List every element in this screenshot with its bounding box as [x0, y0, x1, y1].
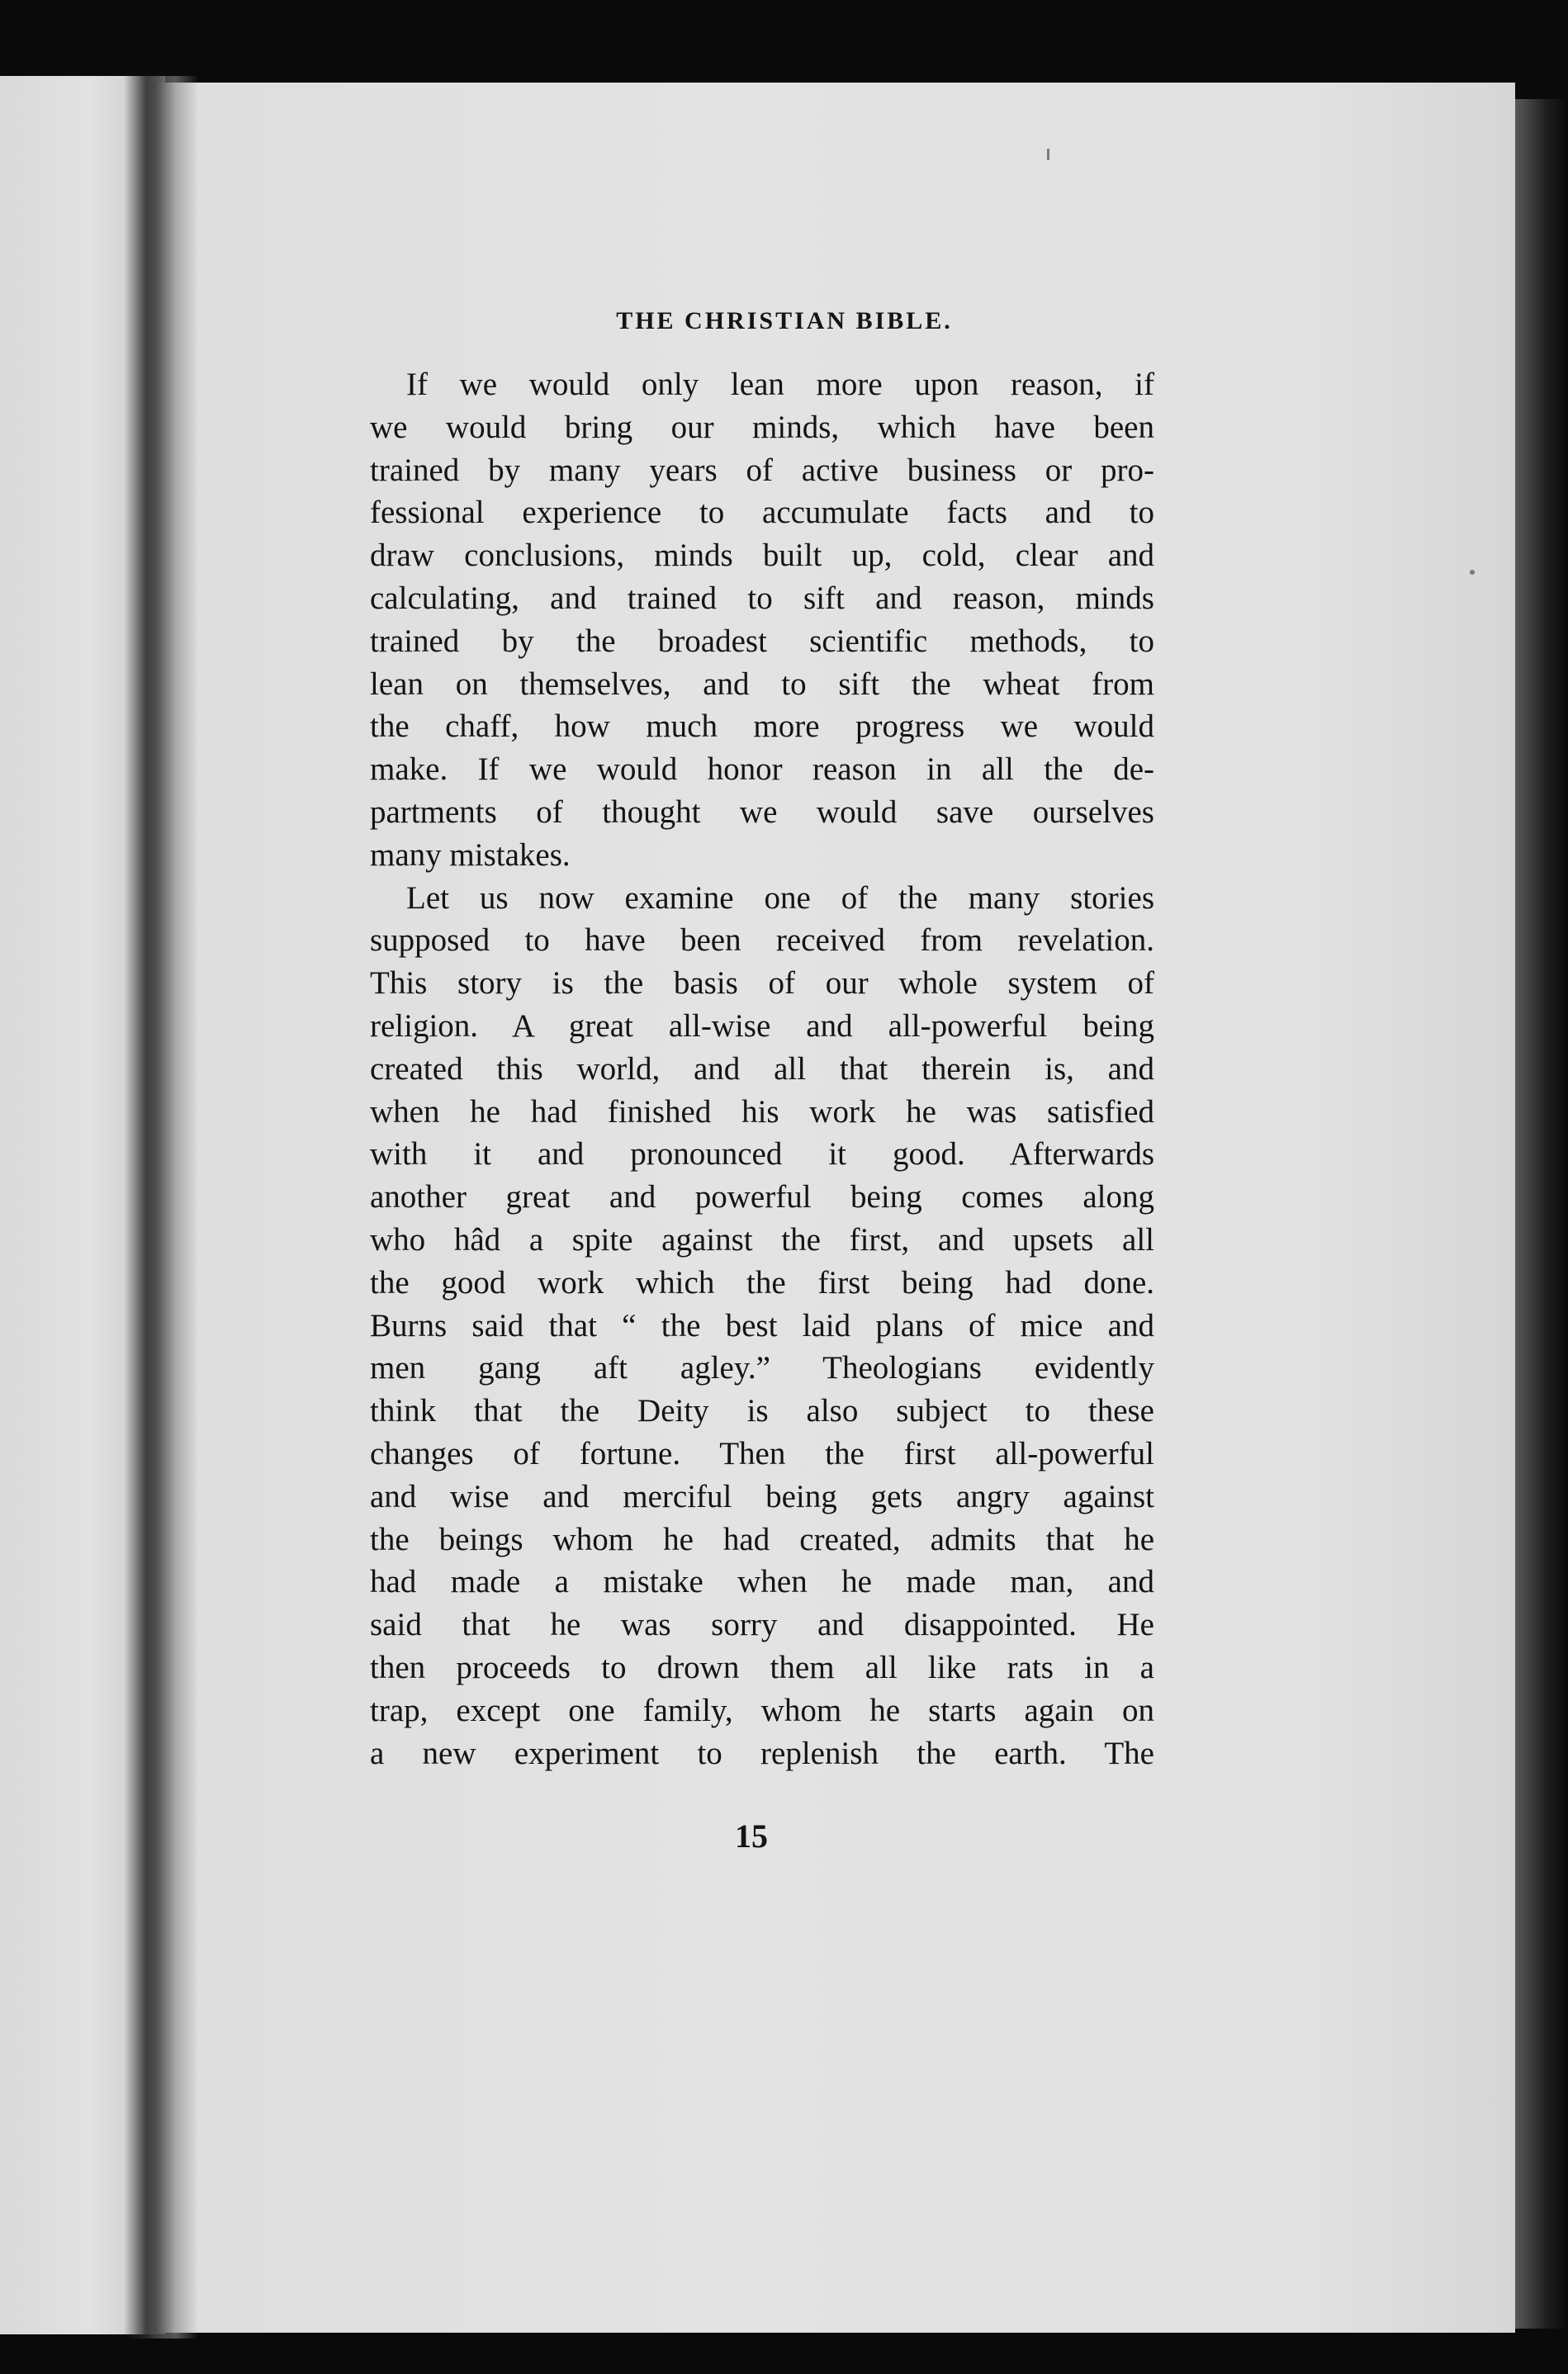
text-line: religion. A great all-wise and all-powerful being: [370, 1007, 1154, 1044]
text-line: men gang aft agley.” Theologians evidently: [370, 1350, 1154, 1386]
paragraph: [370, 363, 1154, 877]
text-line: supposed to have been received from revelation.: [370, 922, 1154, 959]
text-line: make. If we would honor reason in all the de-: [370, 751, 1154, 788]
text-line: trained by many years of active business or pro-: [370, 452, 1154, 488]
text-line: the chaff, how much more progress we would: [370, 708, 1154, 745]
text-line: fessional experience to accumulate facts and to: [370, 495, 1154, 531]
text-line: the beings whom he had created, admits that he: [370, 1521, 1154, 1557]
text-line: partments of thought we would save ourselves: [370, 794, 1154, 830]
text-line: lean on themselves, and to sift the wheat from: [370, 666, 1154, 702]
paper-speck: [1047, 149, 1049, 160]
text-line: trap, except one family, whom he starts again on: [370, 1692, 1154, 1728]
body-text: [370, 363, 1154, 1775]
paper-speck: [1470, 570, 1475, 575]
paragraph: [370, 877, 1154, 1775]
text-line: This story is the basis of our whole system of: [370, 965, 1154, 1002]
text-line: changes of fortune. Then the first all-powerful: [370, 1435, 1154, 1471]
running-head: THE CHRISTIAN BIBLE.: [616, 307, 953, 334]
text-line: who hâd a spite against the first, and upsets all: [370, 1221, 1154, 1258]
text-line: with it and pronounced it good. Afterwards: [370, 1136, 1154, 1173]
text-line: trained by the broadest scientific methods, to: [370, 623, 1154, 659]
text-line: think that the Deity is also subject to these: [370, 1393, 1154, 1429]
text-line: the good work which the first being had done.: [370, 1264, 1154, 1301]
text-line: when he had finished his work he was satisfied: [370, 1093, 1154, 1130]
text-line: calculating, and trained to sift and reason, minds: [370, 580, 1154, 616]
text-line: we would bring our minds, which have been: [370, 409, 1154, 445]
text-line: had made a mistake when he made man, and: [370, 1564, 1154, 1600]
text-line: said that he was sorry and disappointed. He: [370, 1607, 1154, 1643]
text-line: many mistakes.: [370, 836, 571, 873]
text-line: a new experiment to replenish the earth. The: [370, 1735, 1154, 1771]
text-line: another great and powerful being comes along: [370, 1179, 1154, 1215]
text-line: created this world, and all that therein is, and: [370, 1050, 1154, 1087]
text-line: Burns said that “ the best laid plans of mice and: [370, 1307, 1154, 1343]
text-line: If we would only lean more upon reason, if: [406, 367, 1154, 402]
book-edge: [1515, 99, 1568, 2329]
text-line: and wise and merciful being gets angry against: [370, 1478, 1154, 1514]
text-line: then proceeds to drown them all like rats in a: [370, 1649, 1154, 1685]
page-number: 15: [735, 1817, 768, 1855]
text-line: Let us now examine one of the many stories: [406, 879, 1154, 916]
page-gutter: [124, 76, 198, 2338]
text-line: draw conclusions, minds built up, cold, clear and: [370, 538, 1154, 574]
